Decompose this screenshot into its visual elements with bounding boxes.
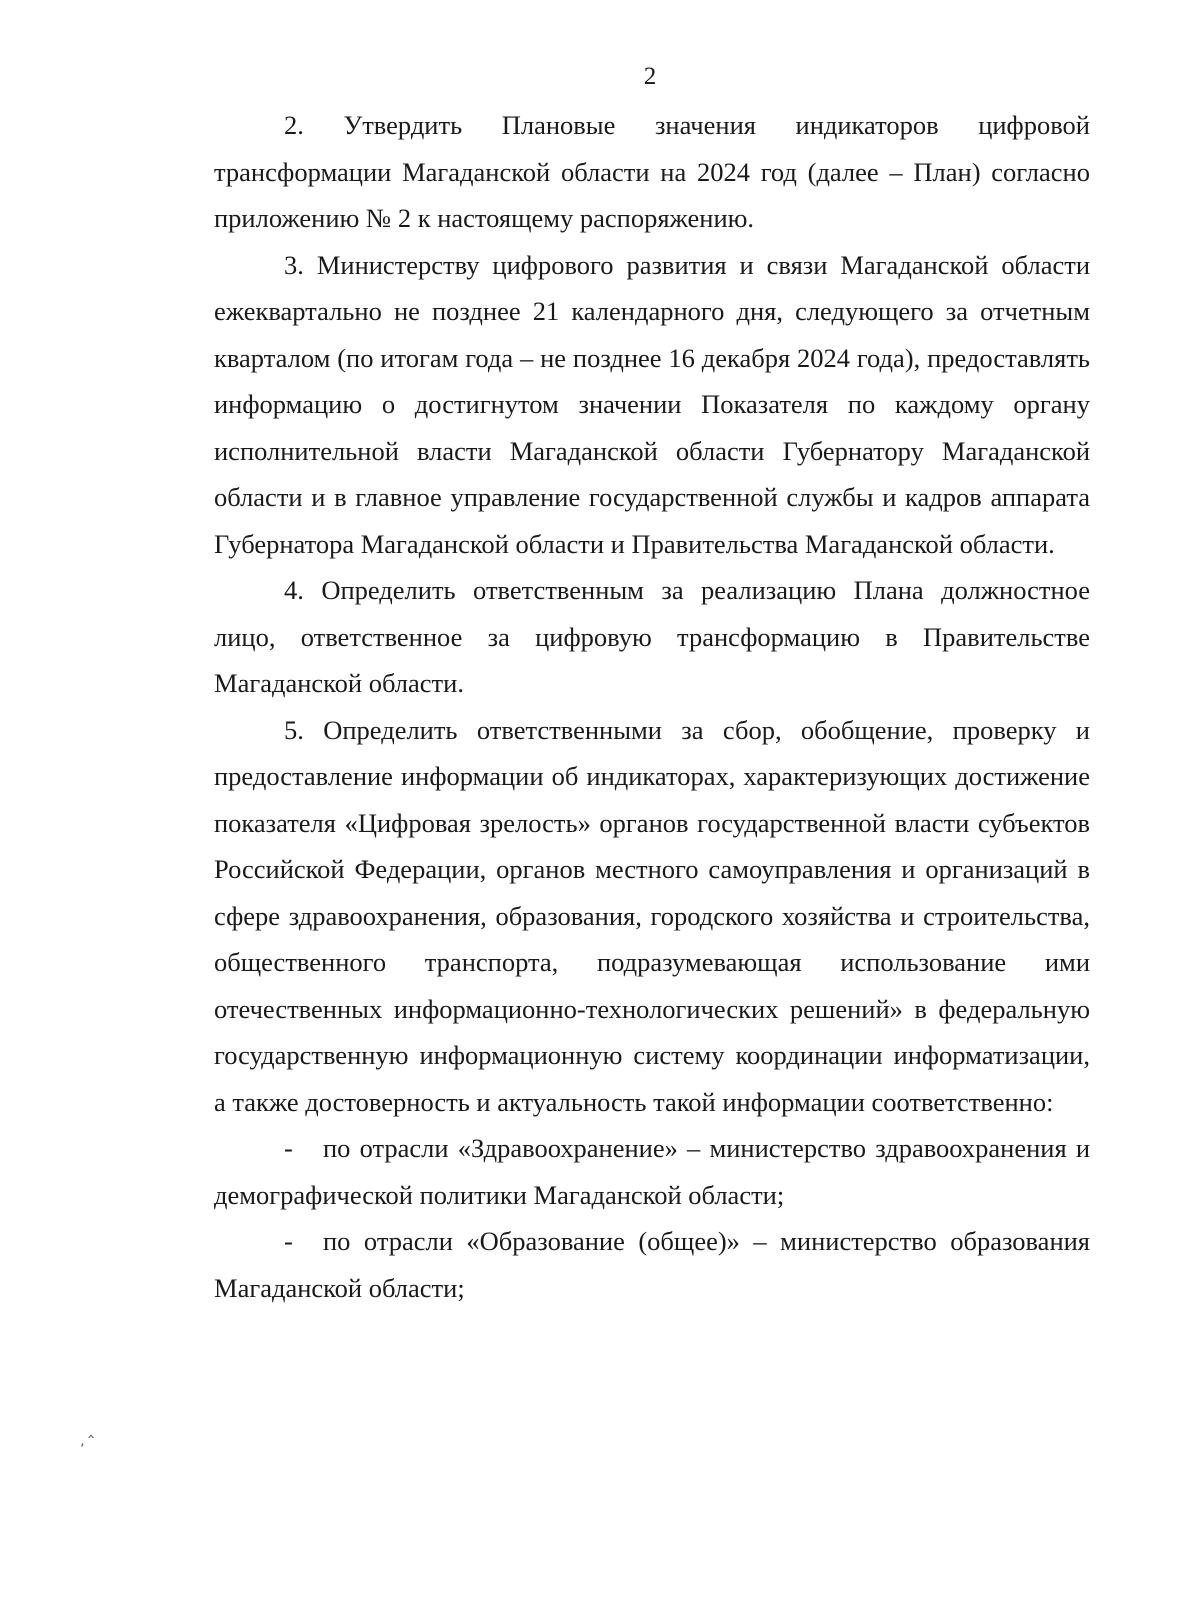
scan-artifact: ‸: [88, 1418, 95, 1439]
document-body: [214, 102, 1090, 1311]
page-number: 2: [643, 63, 657, 90]
list-item-text: по отрасли «Здравоохранение» – министерство здравоохранения и демографической политики Магаданской области;: [214, 1133, 1090, 1210]
paragraph-5: 5. Определить ответственными за сбор, обобщение, проверку и предоставление информации об индикаторах, характеризующих достижение показателя «Цифровая зрелость» органов государственной власти субъектов Российской Федерации, органов местного самоуправления и организаций в сфере здравоохранения, образования, городского хозяйства и строительства, общественного транспорта, подразумевающая использование ими отечественных информационно-технологических решений» в федеральную государственную информационную систему координации информатизации, а также достоверность и актуальность такой информации соответственно:: [214, 714, 1090, 1117]
paragraph-4: 4. Определить ответственным за реализацию Плана должностное лицо, ответственное за цифровую трансформацию в Правительстве Магаданской области.: [214, 575, 1090, 698]
list-dash: -: [284, 1133, 293, 1163]
list-dash: -: [284, 1226, 293, 1256]
list-item: [214, 1125, 1090, 1218]
paragraph-2: 2. Утвердить Плановые значения индикаторов цифровой трансформации Магаданской области на 2024 год (далее – План) согласно приложению № 2 к настоящему распоряжению.: [214, 110, 1090, 233]
paragraph-3: 3. Министерству цифрового развития и связи Магаданской области ежеквартально не позднее 21 календарного дня, следующего за отчетным кварталом (по итогам года – не позднее 16 декабря 2024 года), предоставлять информацию о достигнутом значении Показателя по каждому органу исполнительной власти Магаданской области Губернатору Магаданской области и в главное управление государственной службы и кадров аппарата Губернатора Магаданской области и Правительства Магаданской области.: [214, 249, 1090, 559]
list-item: [214, 1218, 1090, 1311]
scan-artifact: ’: [80, 1442, 85, 1458]
list-item-text: по отрасли «Образование (общее)» – министерство образования Магаданской области;: [214, 1226, 1090, 1303]
